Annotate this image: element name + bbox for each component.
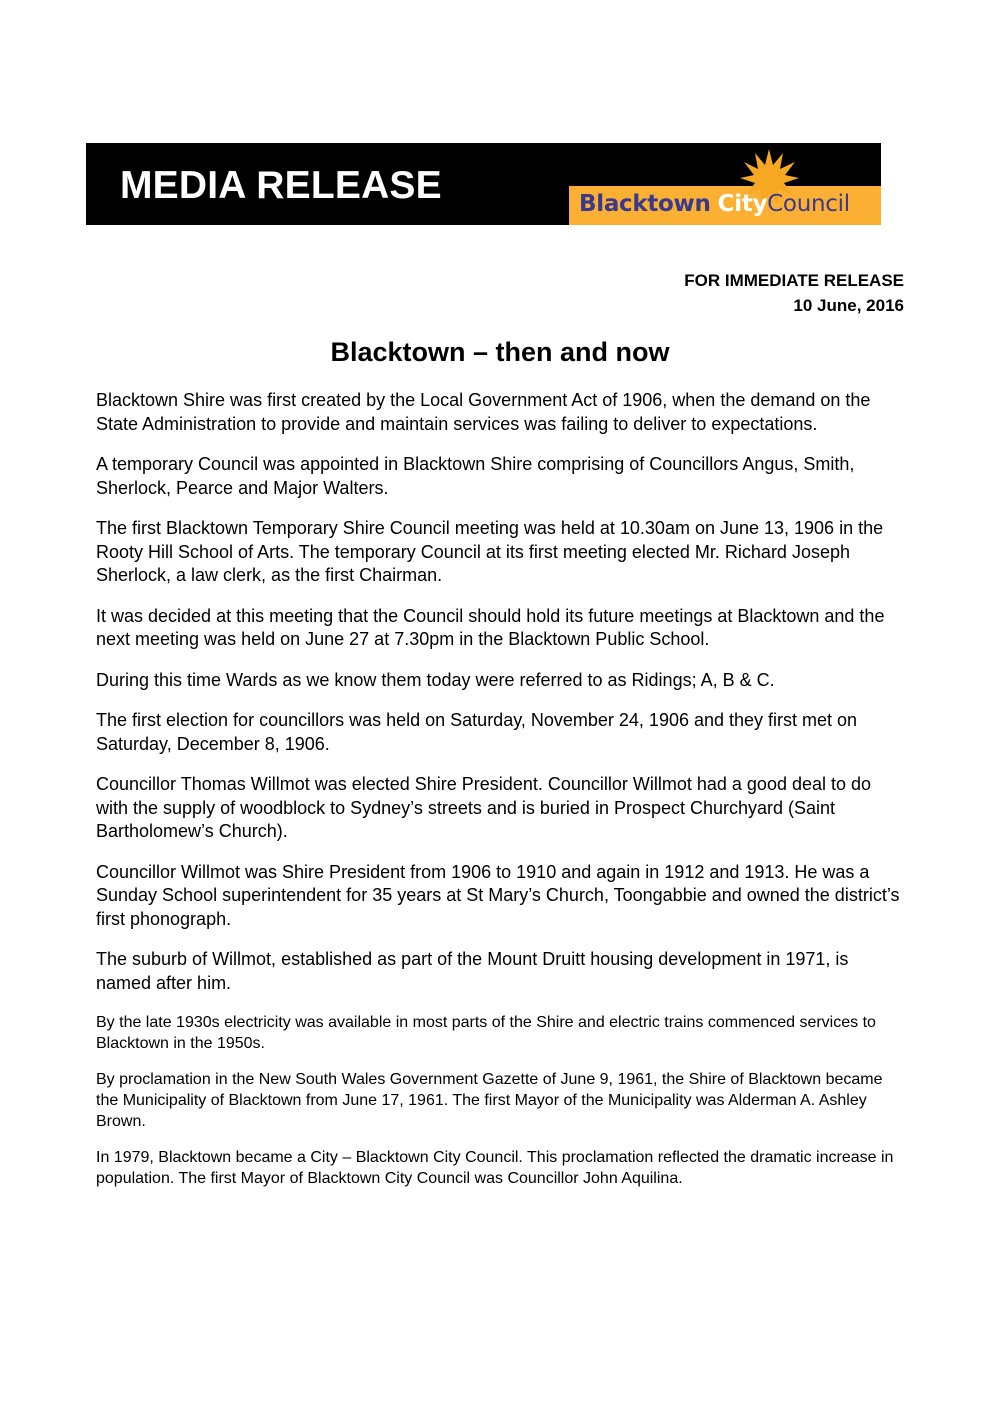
release-status: FOR IMMEDIATE RELEASE [684, 271, 904, 290]
release-date: 10 June, 2016 [793, 296, 904, 315]
paragraph: The suburb of Willmot, established as part of the Mount Druitt housing development in 1971, is named after him. [96, 949, 849, 993]
paragraph: Blacktown Shire was first created by the Local Government Act of 1906, when the demand on the State Administration to provide and maintain services was failing to deliver to expectations. [96, 390, 871, 434]
paragraph: By the late 1930s electricity was available in most parts of the Shire and electric trains commenced services to Blacktown in the 1950s. [96, 1014, 876, 1052]
council-logo [569, 143, 881, 225]
article-body [96, 389, 908, 1204]
paragraph: Councillor Thomas Willmot was elected Shire President. Councillor Willmot had a good deal to do with the supply of woodblock to Sydney’s streets and is buried in Prospect Churchyard (Saint Bartholomew’s Church). [96, 774, 872, 841]
paragraph: A temporary Council was appointed in Blacktown Shire comprising of Councillors Angus, Smith, Sherlock, Pearce and Major Walters. [96, 454, 855, 498]
paragraph: Councillor Willmot was Shire President from 1906 to 1910 and again in 1912 and 1913. He was a Sunday School superintendent for 35 years at St Mary’s Church, Toongabbie and owned the district’s first phonograph. [96, 861, 900, 929]
paragraph: By proclamation in the New South Wales Government Gazette of June 9, 1961, the Shire of Blacktown became the Municipality of Blacktown from June 17, 1961. The first Mayor of the Municipality was Alderman A. Ashley Brown. [96, 1071, 883, 1130]
logo-city: City [717, 191, 768, 217]
banner-title: MEDIA RELEASE [120, 164, 442, 207]
logo-wordmark [579, 189, 850, 219]
media-release-banner [86, 143, 881, 225]
paragraph: It was decided at this meeting that the Council should hold its future meetings at Blacktown and the next meeting was held on June 27 at 7.30pm in the Blacktown Public School. [96, 605, 885, 649]
paragraph: The first Blacktown Temporary Shire Council meeting was held at 10.30am on June 13, 1906 in the Rooty Hill School of Arts. The temporary Council at its first meeting elected Mr. Richard Joseph Sherlock, a law clerk, as the first Chairman. [96, 518, 884, 585]
logo-name: Blacktown [579, 191, 711, 217]
paragraph: In 1979, Blacktown became a City – Blacktown City Council. This proclamation reflected the dramatic increase in population. The first Mayor of Blacktown City Council was Councillor John Aquilina. [96, 1149, 894, 1187]
paragraph: During this time Wards as we know them today were referred to as Ridings; A, B & C. [96, 669, 775, 690]
article-headline: Blacktown – then and now [330, 337, 670, 367]
release-meta [684, 268, 904, 318]
paragraph: The first election for councillors was held on Saturday, November 24, 1906 and they first met on Saturday, December 8, 1906. [96, 710, 858, 754]
logo-council: Council [767, 191, 850, 217]
